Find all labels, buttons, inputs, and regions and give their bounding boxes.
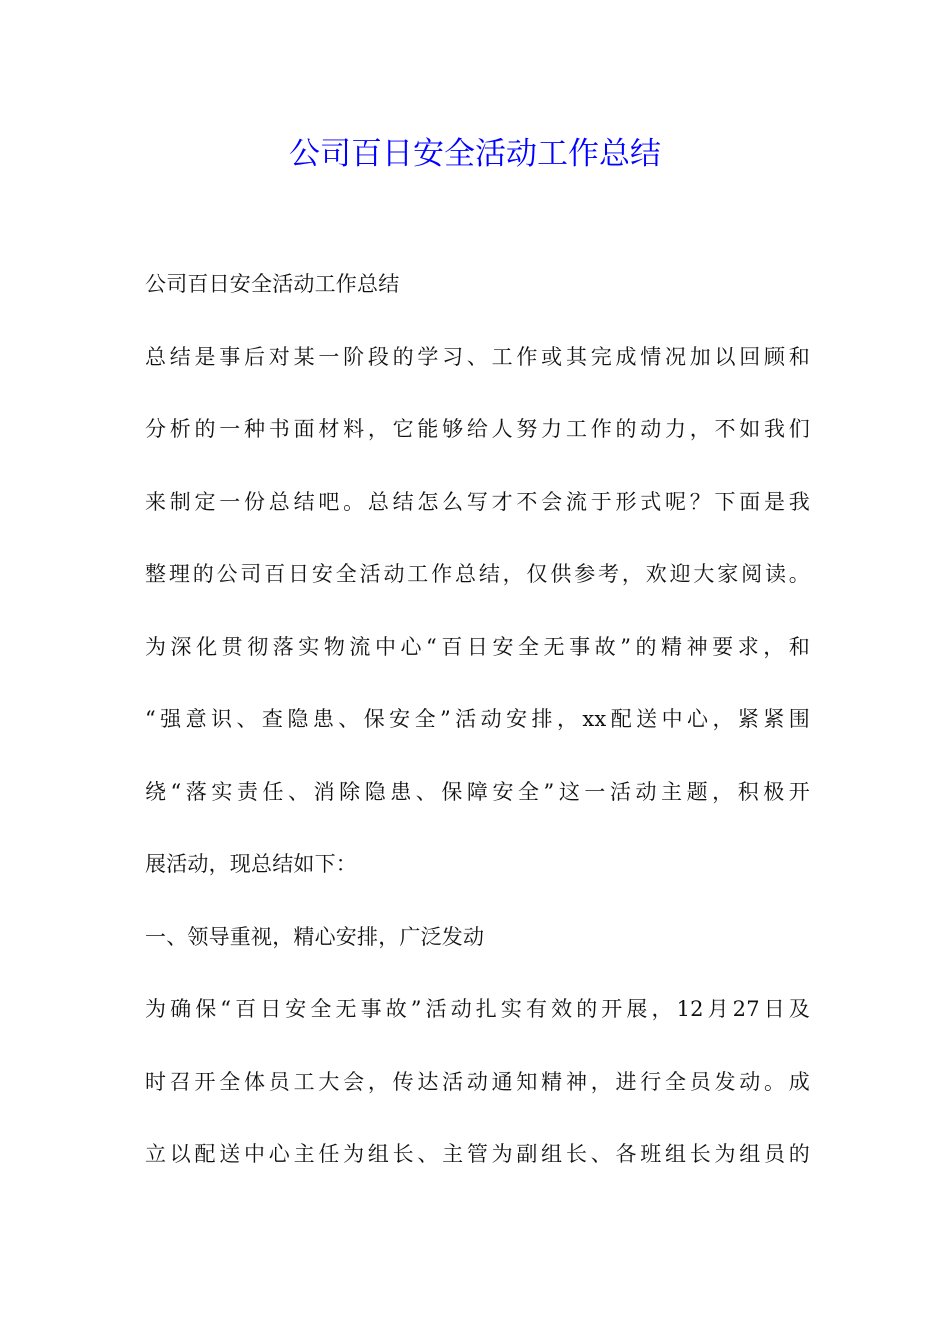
section-heading: 一、领导重视，精心安排，广泛发动 (145, 924, 485, 949)
document-body (145, 262, 810, 1205)
paragraph-line: 总结是事后对某一阶段的学习、工作或其完成情况加以回顾和 (145, 344, 810, 369)
paragraph-line: 立以配送中心主任为组长、主管为副组长、各班组长为组员的 (145, 1142, 810, 1166)
paragraph-line: 整理的公司百日安全活动工作总结，仅供参考，欢迎大家阅读。 (145, 562, 810, 586)
subtitle-line: 公司百日安全活动工作总结 (145, 272, 400, 296)
paragraph-line: 时召开全体员工大会，传达活动通知精神，进行全员发动。成 (145, 1069, 810, 1094)
document-title: 公司百日安全活动工作总结 (289, 136, 661, 172)
paragraph-line: 为深化贯彻落实物流中心“百日安全无事故”的精神要求，和 (145, 634, 810, 659)
paragraph-line: 绕“落实责任、消除隐患、保障安全”这一活动主题，积极开 (145, 779, 810, 804)
paragraph-line: 来制定一份总结吧。总结怎么写才不会流于形式呢？下面是我 (145, 489, 810, 514)
paragraph-line: “强意识、查隐患、保安全”活动安排，xx配送中心，紧紧围 (145, 707, 810, 731)
paragraph-line: 分析的一种书面材料，它能够给人努力工作的动力，不如我们 (145, 417, 810, 441)
paragraph-line: 为确保“百日安全无事故”活动扎实有效的开展，12月27日及 (145, 997, 810, 1021)
paragraph-line: 展活动，现总结如下： (145, 852, 357, 876)
